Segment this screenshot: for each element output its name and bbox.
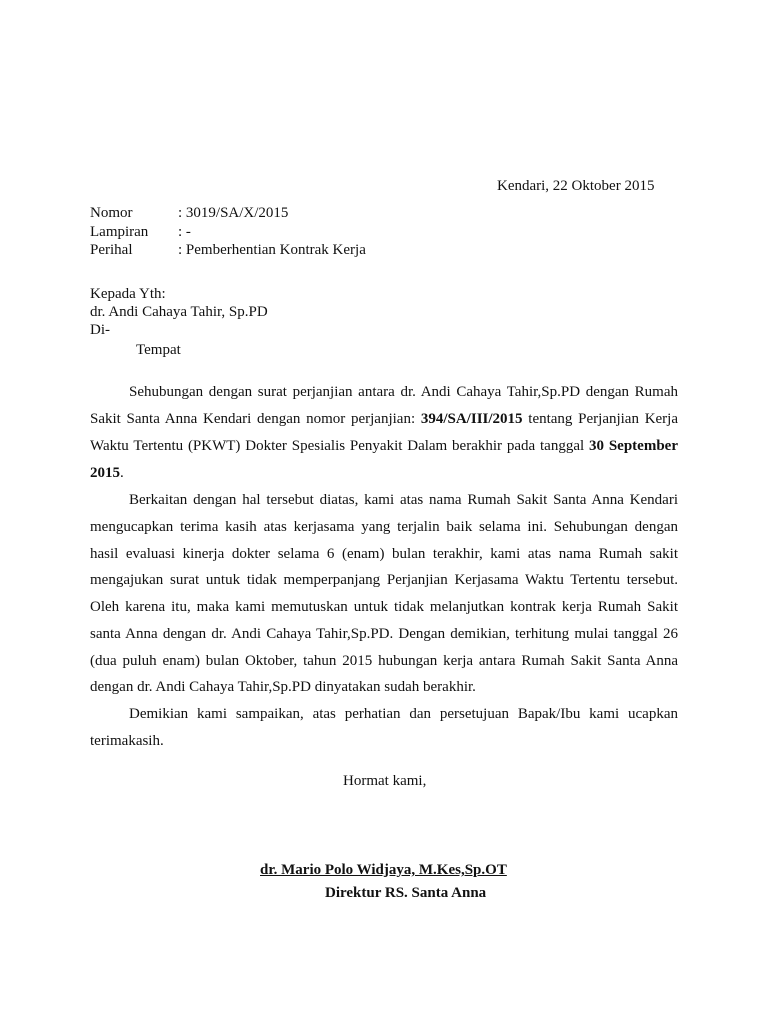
meta-value-perihal: : Pemberhentian Kontrak Kerja (178, 242, 366, 258)
p1-line (90, 464, 124, 482)
recipient-name: dr. Andi Cahaya Tahir, Sp.PD (90, 304, 268, 320)
p2-line: mengucapkan terima kasih atas kerjasama yang terjalin baik selama ini. Sehubungan dengan (90, 519, 678, 535)
p1-line (90, 437, 678, 455)
p3-line: terimakasih. (90, 733, 164, 749)
p1-line (90, 410, 678, 428)
recipient-place: Tempat (136, 342, 181, 358)
text: . (120, 465, 124, 481)
signer-title: Direktur RS. Santa Anna (325, 885, 487, 901)
text: Sakit Santa Anna Kendari dengan nomor perjanjian: (90, 411, 421, 427)
text: Waktu Tertentu (PKWT) Dokter Spesialis Penyakit Dalam berakhir pada tanggal (90, 438, 589, 454)
p2-line: Berkaitan dengan hal tersebut diatas, kami atas nama Rumah Sakit Santa Anna Kendari (129, 492, 678, 508)
p2-line: hasil evaluasi kinerja dokter selama 6 (enam) bulan terakhir, kami atas nama Rumah sakit (90, 546, 678, 562)
p2-line: mengajukan surat untuk tidak memperpanjang Perjanjian Kerjasama Waktu Tertentu tersebut. (90, 572, 678, 588)
meta-value-lampiran: : - (178, 224, 191, 240)
p2-line: Oleh karena itu, maka kami memutuskan untuk tidak melanjutkan kontrak kerja Rumah Sakit (90, 599, 678, 615)
recipient-di: Di- (90, 322, 110, 338)
p3-line: Demikian kami sampaikan, atas perhatian dan persetujuan Bapak/Ibu kami ucapkan (129, 706, 678, 722)
p2-line: (dua puluh enam) bulan Oktober, tahun 2015 hubungan kerja antara Rumah Sakit Santa Anna (90, 653, 678, 669)
p2-line: santa Anna dengan dr. Andi Cahaya Tahir,Sp.PD. Dengan demikian, terhitung mulai tanggal 26 (90, 626, 678, 642)
meta-label-lampiran: Lampiran (90, 224, 149, 240)
signer-name: dr. Mario Polo Widjaya, M.Kes,Sp.OT (260, 862, 507, 878)
recipient-greeting: Kepada Yth: (90, 286, 166, 302)
p1-line: Sehubungan dengan surat perjanjian antara dr. Andi Cahaya Tahir,Sp.PD dengan Rumah (129, 384, 678, 400)
end-date: 30 September (589, 438, 678, 454)
place-date: Kendari, 22 Oktober 2015 (497, 178, 655, 194)
meta-value-nomor: : 3019/SA/X/2015 (178, 205, 289, 221)
agreement-number: 394/SA/III/2015 (420, 411, 523, 427)
end-year: 2015 (90, 465, 120, 481)
meta-label-nomor: Nomor (90, 205, 133, 221)
closing: Hormat kami, (343, 773, 427, 789)
meta-label-perihal: Perihal (90, 242, 133, 258)
p2-line: dengan dr. Andi Cahaya Tahir,Sp.PD dinyatakan sudah berakhir. (90, 679, 476, 695)
text: tentang Perjanjian Kerja (522, 411, 679, 427)
